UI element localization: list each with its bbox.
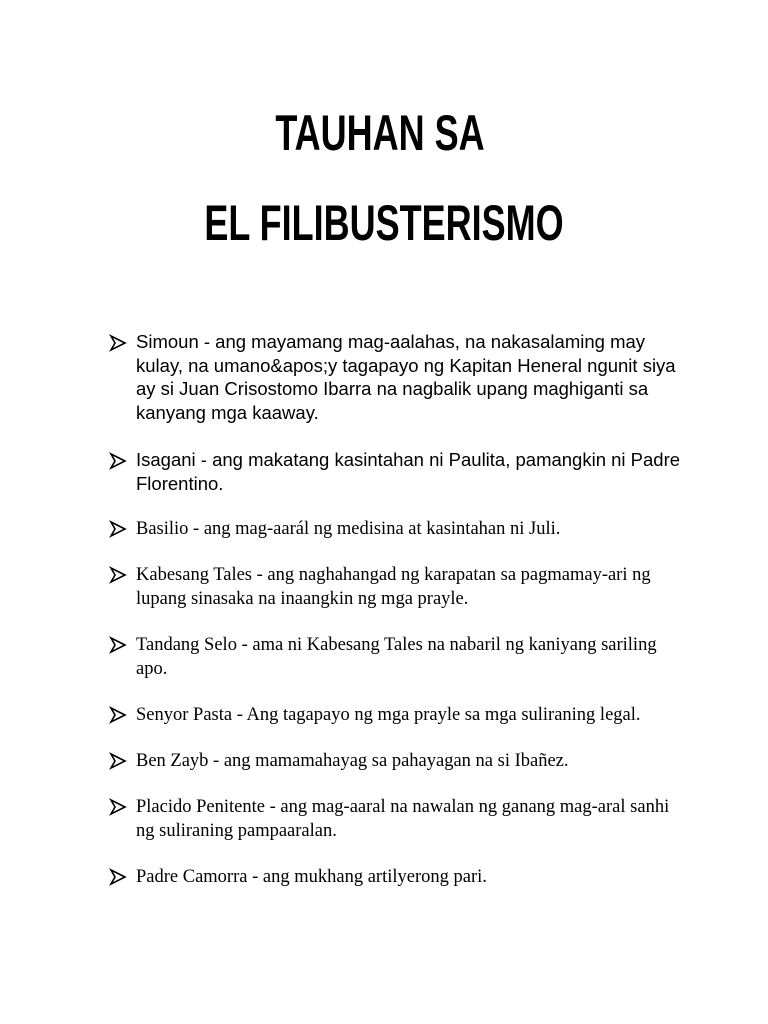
list-item [108,633,688,681]
arrowhead-bullet-icon [108,797,128,817]
list-item [108,563,688,611]
list-item-text: Isagani - ang makatang kasintahan ni Paulita, pamangkin ni Padre Florentino. [136,449,681,494]
arrowhead-bullet-icon [108,867,128,887]
arrowhead-bullet-icon [108,333,128,353]
list-item [108,795,688,843]
list-item [108,330,688,424]
arrowhead-bullet-icon [108,635,128,655]
arrowhead-bullet-icon [108,519,128,539]
list-item-text: Kabesang Tales - ang naghahangad ng karapatan sa pagmamay-ari ng lupang sinasaka na inaangkin ng mga prayle. [136,565,651,609]
list-item [108,703,688,727]
arrowhead-bullet-icon [108,751,128,771]
list-item-text: Placido Penitente - ang mag-aaral na nawalan ng ganang mag-aral sanhi ng suliraning pampaaralan. [136,797,670,841]
list-item [108,749,688,773]
arrowhead-bullet-icon [108,705,128,725]
list-item-text: Basilio - ang mag-aarál ng medisina at kasintahan ni Juli. [136,519,561,539]
character-list [108,330,688,889]
list-item-text: Senyor Pasta - Ang tagapayo ng mga prayle sa mga suliraning legal. [136,705,641,725]
arrowhead-bullet-icon [108,565,128,585]
list-item-text: Tandang Selo - ama ni Kabesang Tales na nabaril ng kaniyang sariling apo. [136,635,657,679]
arrowhead-bullet-icon [108,451,128,471]
list-item-text: Ben Zayb - ang mamamahayag sa pahayagan na si Ibañez. [136,751,569,771]
list-item [108,448,688,495]
list-item-text: Simoun - ang mayamang mag-aalahas, na nakasalaming may kulay, na umano&apos;y tagapayo ng Kapitan Heneral ngunit siya ay si Juan Crisostomo Ibarra na nagbalik upang maghiganti sa kanyang mga kaaway. [136,331,676,423]
list-item [108,865,688,889]
title-line-2: EL FILIBUSTERISMO [204,195,564,251]
title-line-1: TAUHAN SA [275,105,485,161]
list-item-text: Padre Camorra - ang mukhang artilyerong pari. [136,867,487,887]
list-item [108,517,688,541]
